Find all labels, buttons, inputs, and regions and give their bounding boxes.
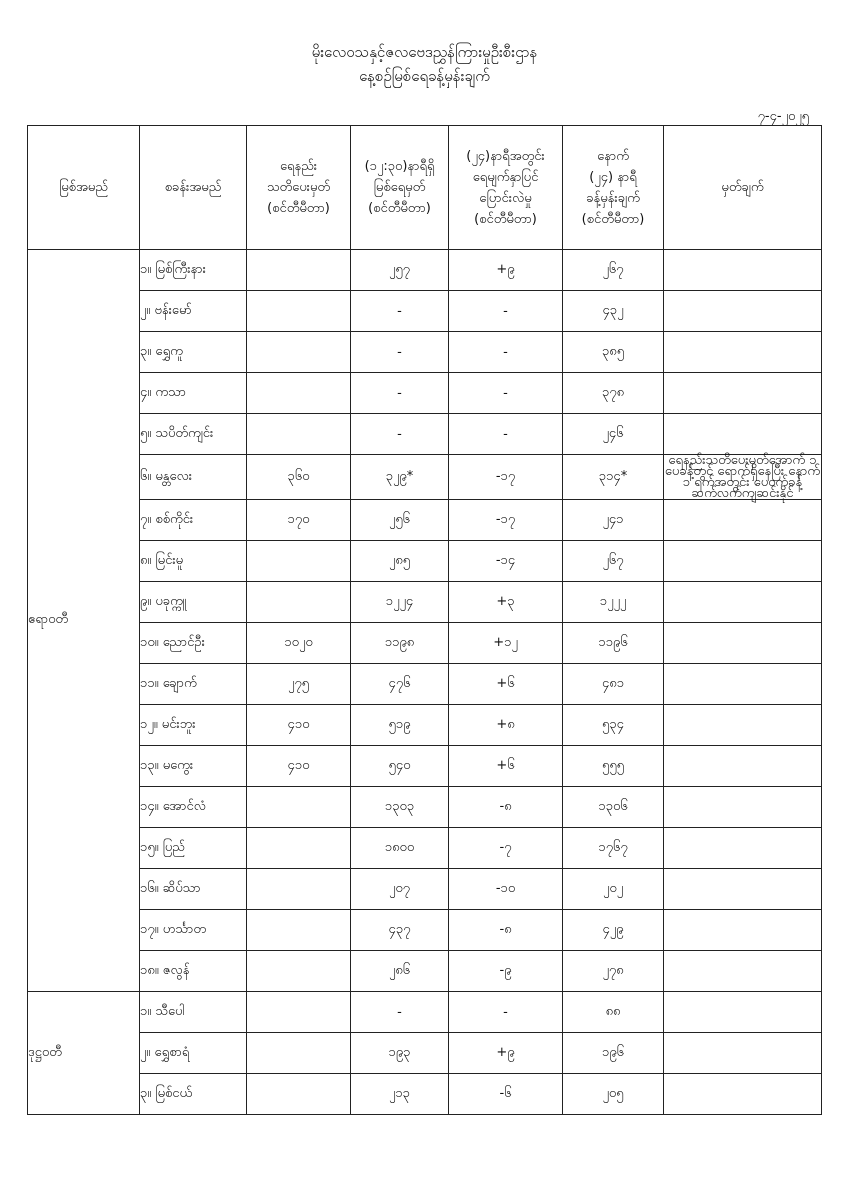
low-warning-cell <box>247 250 351 291</box>
water-level-cell: ၃၂၉* <box>351 455 449 500</box>
header-line: မြစ်အမည် <box>59 180 108 195</box>
change-cell: - <box>449 992 563 1033</box>
change-cell: -၁၇ <box>449 500 563 541</box>
forecast-cell: ၈၈ <box>563 992 664 1033</box>
low-warning-cell: ၃၆၀ <box>247 455 351 500</box>
station-cell: ၁။ သီပေါ <box>140 992 247 1033</box>
station-cell: ၉။ ပခုက္ကူ <box>140 582 247 623</box>
water-level-cell: ၁၈၀၀ <box>351 828 449 869</box>
station-cell: ၁၇။ ဟင်္သာတ <box>140 910 247 951</box>
forecast-cell: ၂၄၁ <box>563 500 664 541</box>
change-cell: -၈ <box>449 910 563 951</box>
water-level-cell: ၅၄၀ <box>351 746 449 787</box>
table-row <box>28 373 822 414</box>
change-cell: -၁၄ <box>449 541 563 582</box>
forecast-cell: ၂၄၆ <box>563 414 664 455</box>
water-level-cell: - <box>351 414 449 455</box>
col-river-header <box>28 126 140 250</box>
col-station-header <box>140 126 247 250</box>
water-level-cell: ၂၁၃ <box>351 1074 449 1115</box>
remark-cell <box>664 541 822 582</box>
header-line: စခန်းအမည် <box>164 180 222 195</box>
forecast-cell: ၂၇၈ <box>563 951 664 992</box>
change-cell: -၆ <box>449 1074 563 1115</box>
forecast-cell: ၂၀၅ <box>563 1074 664 1115</box>
forecast-cell: ၃၇၈ <box>563 373 664 414</box>
table-row <box>28 992 822 1033</box>
forecast-cell: ၁၁၉၆ <box>563 623 664 664</box>
change-cell: -၈ <box>449 787 563 828</box>
station-cell: ၂။ ဗန်းမော် <box>140 291 247 332</box>
col-change-header <box>449 126 563 250</box>
col-forecast-header <box>563 126 664 250</box>
change-cell: +၁၂ <box>449 623 563 664</box>
station-cell: ၄။ ကသာ <box>140 373 247 414</box>
remark-cell <box>664 414 822 455</box>
header-line: (၂၄) နာရီ <box>589 169 637 185</box>
table-row <box>28 951 822 992</box>
water-level-cell: ၄၇၆ <box>351 664 449 705</box>
remark-cell <box>664 828 822 869</box>
header-line: (စင်တီမီတာ) <box>474 211 537 227</box>
remark-cell <box>664 869 822 910</box>
table-header-row <box>28 126 822 250</box>
header-line: ရေမျက်နှာပြင် <box>472 169 539 185</box>
table-row <box>28 332 822 373</box>
river-name-cell: ဒုဋ္ဌဝတီ <box>28 992 140 1115</box>
header-line: ရေနည်း <box>279 159 318 174</box>
forecast-cell: ၁၉၆ <box>563 1033 664 1074</box>
station-cell: ၁၂။ မင်းဘူး <box>140 705 247 746</box>
table-row <box>28 869 822 910</box>
station-cell: ၇။ စစ်ကိုင်း <box>140 500 247 541</box>
remark-cell <box>664 332 822 373</box>
remark-cell <box>664 500 822 541</box>
water-level-cell: ၁၉၃ <box>351 1033 449 1074</box>
low-warning-cell: ၁၀၂၀ <box>247 623 351 664</box>
table-row <box>28 664 822 705</box>
header-line: သတိပေးမှတ် <box>266 180 331 195</box>
low-warning-cell: ၄၁၀ <box>247 746 351 787</box>
forecast-cell: ၂၀၂ <box>563 869 664 910</box>
low-warning-cell <box>247 951 351 992</box>
station-cell: ၁၄။ အောင်လံ <box>140 787 247 828</box>
water-level-cell: - <box>351 291 449 332</box>
low-warning-cell <box>247 828 351 869</box>
low-warning-cell <box>247 1033 351 1074</box>
change-cell: +၉ <box>449 250 563 291</box>
table-row <box>28 746 822 787</box>
low-warning-cell <box>247 414 351 455</box>
remark-cell <box>664 291 822 332</box>
forecast-cell: ၂၆၇ <box>563 541 664 582</box>
change-cell: +၆ <box>449 746 563 787</box>
remark-cell <box>664 951 822 992</box>
water-level-cell: ၂၈၅ <box>351 541 449 582</box>
low-warning-cell <box>247 541 351 582</box>
col-low-warning-header <box>247 126 351 250</box>
change-cell: -၁၀ <box>449 869 563 910</box>
department-title: မိုးလေဝသနှင့်ဇလဗေဒညွှန်ကြားမှုဦးစီးဌာန <box>311 43 538 61</box>
remark-cell <box>664 705 822 746</box>
low-warning-cell: ၂၇၅ <box>247 664 351 705</box>
water-level-cell: ၅၁၉ <box>351 705 449 746</box>
table-row <box>28 500 822 541</box>
change-cell: - <box>449 414 563 455</box>
table-row <box>28 1074 822 1115</box>
forecast-cell: ၅၃၄ <box>563 705 664 746</box>
low-warning-cell <box>247 582 351 623</box>
forecast-cell: ၅၅၅ <box>563 746 664 787</box>
station-cell: ၆။ မန္တလေး <box>140 455 247 500</box>
table-row <box>28 455 822 500</box>
header-line: (စင်တီမီတာ) <box>581 211 645 227</box>
table-row <box>28 541 822 582</box>
low-warning-cell <box>247 332 351 373</box>
low-warning-cell: ၄၁၀ <box>247 705 351 746</box>
remark-cell <box>664 910 822 951</box>
header-line: (၁၂:၃၀)နာရီရှိ <box>364 159 435 174</box>
table-row <box>28 414 822 455</box>
station-cell: ၈။ မြင်းမူ <box>140 541 247 582</box>
station-cell: ၅။ သပိတ်ကျင်း <box>140 414 247 455</box>
low-warning-cell <box>247 869 351 910</box>
table-row <box>28 291 822 332</box>
table-row <box>28 582 822 623</box>
change-cell: - <box>449 332 563 373</box>
forecast-cell: ၁၇၆၇ <box>563 828 664 869</box>
table-row <box>28 623 822 664</box>
change-cell: - <box>449 291 563 332</box>
station-cell: ၁၁။ ချောက် <box>140 664 247 705</box>
col-water-level-header <box>351 126 449 250</box>
remark-cell <box>664 250 822 291</box>
table-row <box>28 787 822 828</box>
station-cell: ၁၈။ ဇလွန် <box>140 951 247 992</box>
water-level-cell: ၁၁၉၈ <box>351 623 449 664</box>
forecast-cell: ၂၆၇ <box>563 250 664 291</box>
change-cell: -၁၇ <box>449 455 563 500</box>
water-level-cell: - <box>351 992 449 1033</box>
header-line: နောက် <box>597 148 629 164</box>
change-cell: +၈ <box>449 705 563 746</box>
water-level-cell: ၂၀၇ <box>351 869 449 910</box>
forecast-cell: ၄၂၉ <box>563 910 664 951</box>
forecast-cell: ၄၈၁ <box>563 664 664 705</box>
water-level-cell: ၂၅၇ <box>351 250 449 291</box>
change-cell: - <box>449 373 563 414</box>
remark-cell <box>664 623 822 664</box>
report-title: နေ့စဉ်မြစ်ရေခန့်မှန်းချက် <box>359 67 490 85</box>
water-level-cell: ၄၃၇ <box>351 910 449 951</box>
river-forecast-table <box>27 125 822 1115</box>
header-line: (စင်တီမီတာ) <box>368 201 431 216</box>
remark-cell <box>664 582 822 623</box>
change-cell: -၇ <box>449 828 563 869</box>
low-warning-cell <box>247 992 351 1033</box>
station-cell: ၃။ ရွှေကူ <box>140 332 247 373</box>
table-row <box>28 910 822 951</box>
forecast-cell: ၁၂၂၂ <box>563 582 664 623</box>
low-warning-cell: ၁၇၀ <box>247 500 351 541</box>
station-cell: ၁၆။ ဆိပ်သာ <box>140 869 247 910</box>
col-remarks-header <box>664 126 822 250</box>
remark-cell <box>664 373 822 414</box>
water-level-cell: ၁၃၀၃ <box>351 787 449 828</box>
header-line: (၂၄)နာရီအတွင်း <box>466 148 545 164</box>
remark-cell <box>664 1033 822 1074</box>
forecast-cell: ၄၃၂ <box>563 291 664 332</box>
river-name-cell: ဧရာဝတီ <box>28 250 140 992</box>
table-row <box>28 250 822 291</box>
forecast-cell: ၁၃၀၆ <box>563 787 664 828</box>
remark-cell <box>664 664 822 705</box>
forecast-cell: ၃၈၅ <box>563 332 664 373</box>
station-cell: ၁၃။ မကွေး <box>140 746 247 787</box>
low-warning-cell <box>247 910 351 951</box>
remark-cell: ရေနည်းသတိပေးမှတ်အောက် ၁ ပေခန့်တွင် ရောက်ရှိနေပြီး နောက် ၁ ရက်အတွင်း ပေ၀က်ခန့် ဆက်လက်ကျဆင်းနိုင် <box>664 453 821 501</box>
remark-cell <box>664 746 822 787</box>
change-cell: +၆ <box>449 664 563 705</box>
station-cell: ၂။ ရွှေစာရံ <box>140 1033 247 1074</box>
station-cell: ၁၅။ ပြည် <box>140 828 247 869</box>
low-warning-cell <box>247 291 351 332</box>
water-level-cell: - <box>351 332 449 373</box>
table-row <box>28 1033 822 1074</box>
low-warning-cell <box>247 373 351 414</box>
low-warning-cell <box>247 1074 351 1115</box>
header-line: ခန့်မှန်းချက် <box>586 190 640 206</box>
header-line: မြစ်ရေမှတ် <box>373 180 426 195</box>
remark-cell <box>664 787 822 828</box>
station-cell: ၁။ မြစ်ကြီးနား <box>140 250 247 291</box>
station-cell: ၁၀။ ညောင်ဦး <box>140 623 247 664</box>
change-cell: +၃ <box>449 582 563 623</box>
change-cell: +၉ <box>449 1033 563 1074</box>
table-row <box>28 828 822 869</box>
forecast-cell: ၃၁၄* <box>563 455 664 500</box>
header-line: ပြောင်းလဲမှု <box>479 190 532 206</box>
low-warning-cell <box>247 787 351 828</box>
header-line: မှတ်ချက် <box>721 180 764 195</box>
header-line: (စင်တီမီတာ) <box>267 201 330 216</box>
table-body <box>28 250 822 1115</box>
table-row <box>28 705 822 746</box>
report-date: ၇-၄-၂၀၂၅ <box>757 109 809 124</box>
water-level-cell: ၂၅၆ <box>351 500 449 541</box>
water-level-cell: ၁၂၂၄ <box>351 582 449 623</box>
remark-cell <box>664 1074 822 1115</box>
station-cell: ၃။ မြစ်ငယ် <box>140 1074 247 1115</box>
water-level-cell: ၂၈၆ <box>351 951 449 992</box>
water-level-cell: - <box>351 373 449 414</box>
change-cell: -၉ <box>449 951 563 992</box>
remark-cell <box>664 992 822 1033</box>
